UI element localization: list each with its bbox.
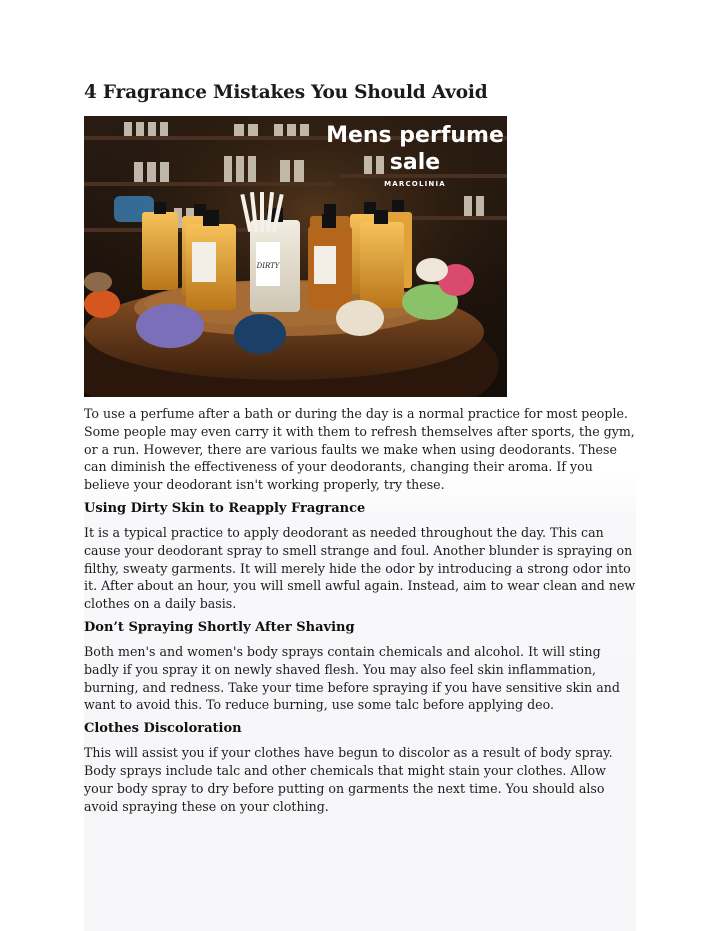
section-heading: Using Dirty Skin to Reapply Fragrance — [84, 500, 366, 516]
image-brand: MARCOLINIA — [384, 180, 446, 188]
dirty-bottle-label: DIRTY — [256, 262, 280, 270]
intro-paragraph: To use a perfume after a bath or during the day is a normal practice for most people. Some people may even carry it with them to refresh themselves after sports, the gym, or a run. However, there are various faults we make when using deodorants. These can diminish the effectiveness of your deodorants, changing their aroma. If you believe your deodorant isn't working properly, try these. — [84, 406, 635, 493]
section-paragraph: Both men's and women's body sprays contain chemicals and alcohol. It will sting badly if you spray it on newly shaved flesh. You may also feel skin inflammation, burning, and redness. Take your time before spraying if you have sensitive skin and want to avoid this. To reduce burning, use some talc before applying deo. — [84, 643, 620, 713]
perfume-sale-image — [84, 116, 507, 397]
section-heading: Clothes Discoloration — [84, 721, 242, 737]
article-body — [84, 405, 636, 821]
document-page — [84, 0, 636, 931]
article-title: 4 Fragrance Mistakes You Should Avoid — [84, 82, 488, 103]
section-paragraph: This will assist you if your clothes have begun to discolor as a result of body spray. Body sprays include talc and other chemicals that might stain your clothes. Allow your body spray to dry before putting on garments the next time. You should also avoid spraying these on your clothing. — [84, 745, 613, 814]
image-headline-line2: sale — [389, 150, 441, 175]
section-paragraph: It is a typical practice to apply deodorant as needed throughout the day. This can cause your deodorant spray to smell strange and foul. Another blunder is spraying on filthy, sweaty garments. It will merely hide the odor by introducing a strong odor into it. After about an hour, you will smell awful again. Instead, aim to wear clean and new clothes on a daily basis. — [84, 524, 636, 612]
image-headline-line1: Mens perfume — [326, 123, 504, 148]
section-heading: Don’t Spraying Shortly After Shaving — [84, 619, 355, 635]
